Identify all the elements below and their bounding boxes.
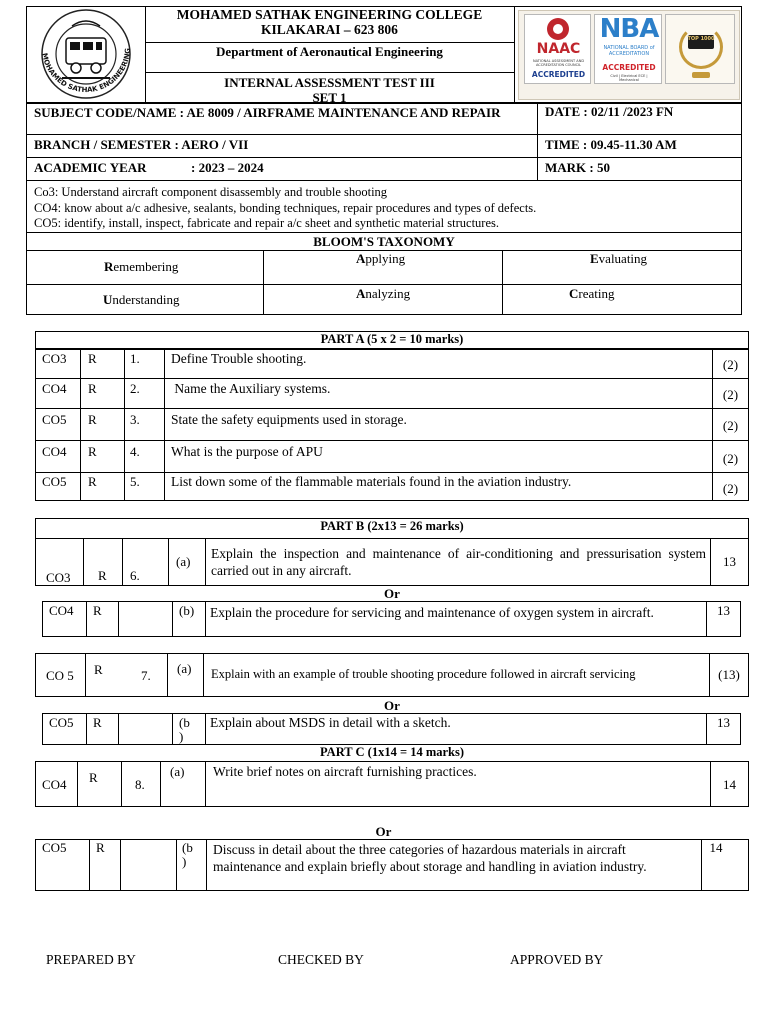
question-text: Explain the inspection and maintenance of air-conditioning and pressurisation system carried out in any aircraft. (211, 546, 706, 578)
bloom-remembering: Remembering (104, 259, 179, 274)
header-rule-2 (145, 72, 514, 73)
question-text: Write brief notes on aircraft furnishing practices. (213, 764, 477, 779)
bloom-level: R (98, 568, 107, 583)
question-number: 4. (130, 444, 140, 459)
approved-by-label: APPROVED BY (510, 952, 604, 967)
academic-year-value: : 2023 – 2024 (191, 160, 264, 175)
question-marks: 14 (709, 840, 723, 855)
question-text: State the safety equipments used in storage. (171, 412, 407, 427)
question-text: Name the Auxiliary systems. (171, 381, 331, 396)
co-code: CO5 (49, 715, 74, 730)
question-text: Discuss in detail about the three categories of hazardous materials in aircraft maintenance and explain briefly about storage and handling in aviation industry. (213, 842, 647, 874)
question-number: 3. (130, 412, 140, 427)
question-text: Explain the procedure for servicing and maintenance of oxygen system in aircraft. (210, 605, 654, 620)
co-code: CO3 (42, 351, 67, 366)
bloom-level: R (88, 412, 97, 427)
co-code: CO4 (42, 777, 67, 792)
nba-badge (594, 14, 662, 84)
or-separator-2: Or (384, 698, 400, 713)
bloom-level: R (88, 351, 97, 366)
question-marks: (2) (722, 387, 739, 402)
co-code: CO 5 (46, 668, 74, 683)
sub-question: (b) (179, 603, 195, 618)
question-text: What is the purpose of APU (171, 444, 323, 459)
question-number: 6. (130, 568, 140, 583)
question-number: 2. (130, 381, 140, 396)
part-a-title: PART A (5 x 2 = 10 marks) (320, 332, 464, 346)
bloom-level: R (88, 444, 97, 459)
bloom-analyzing: Analyzing (356, 286, 411, 301)
question-marks: 13 (723, 554, 736, 569)
course-outcome-3: Co3: Understand aircraft component disassembly and trouble shooting (34, 185, 388, 199)
college-name: MOHAMED SATHAK ENGINEERING COLLEGE (176, 7, 483, 22)
bloom-creating: Creating (569, 286, 615, 301)
co-code: CO3 (46, 570, 71, 585)
naac-label: NAAC (536, 41, 581, 57)
exam-date: DATE : 02/11 /2023 FN (545, 104, 674, 119)
college-location: KILAKARAI – 623 806 (261, 22, 398, 37)
header-divider-right (514, 6, 515, 103)
course-outcome-5: CO5: identify, install, inspect, fabricate and repair a/c sheet and synthetic material structures. (34, 216, 499, 230)
question-marks: 13 (717, 603, 730, 618)
total-mark: MARK : 50 (545, 160, 610, 175)
bloom-level: R (88, 474, 97, 489)
question-marks: 13 (717, 715, 730, 730)
question-marks: (2) (722, 451, 739, 466)
nba-accredited: ACCREDITED (602, 63, 656, 72)
question-text: Explain with an example of trouble shooting procedure followed in aircraft servicing (211, 667, 636, 681)
bloom-level: R (94, 662, 103, 677)
co-code: CO5 (42, 840, 67, 855)
question-text: Explain about MSDS in detail with a sketch. (210, 715, 451, 730)
question-number: 5. (130, 474, 140, 489)
co-code: CO4 (49, 603, 74, 618)
co-code: CO5 (42, 474, 67, 489)
award-badge (665, 14, 735, 84)
prepared-by-label: PREPARED BY (46, 952, 136, 967)
bloom-evaluating: Evaluating (590, 251, 648, 266)
naac-badge (524, 14, 591, 84)
question-text: List down some of the flammable materials found in the aviation industry. (171, 474, 572, 489)
logo-ring-text: MOHAMED SATHAK ENGINEERING (40, 47, 133, 95)
naac-subtitle: NATIONAL ASSESSMENT AND ACCREDITATION COUNCIL (532, 59, 585, 68)
question-marks: (13) (718, 667, 740, 682)
sub-question: (b ) (182, 840, 193, 869)
nba-label: NBA (599, 14, 659, 44)
nba-subtitle: NATIONAL BOARD of ACCREDITATION (603, 45, 655, 57)
question-marks: (2) (722, 481, 739, 496)
award-label: TOP 1000 (687, 36, 715, 42)
naac-accredited: ACCREDITED (531, 70, 586, 79)
question-marks: (2) (722, 357, 739, 372)
co-code: CO4 (42, 381, 67, 396)
bloom-understanding: Understanding (103, 292, 180, 307)
sub-question: (a) (177, 661, 192, 676)
department-name: Department of Aeronautical Engineering (216, 44, 443, 59)
bloom-level: R (89, 770, 98, 785)
checked-by-label: CHECKED BY (278, 952, 364, 967)
college-logo (32, 8, 140, 100)
bloom-level: R (93, 603, 102, 618)
co-code: CO4 (42, 444, 67, 459)
sub-question: (a) (170, 764, 185, 779)
or-separator-3: Or (375, 824, 392, 839)
question-text: Define Trouble shooting. (171, 351, 307, 366)
course-outcome-4: CO4: know about a/c adhesive, sealants, bonding techniques, repair procedures and types of defects. (34, 201, 537, 215)
question-number: 8. (135, 777, 145, 792)
exam-time: TIME : 09.45-11.30 AM (545, 137, 677, 152)
bloom-applying: Applying (356, 251, 406, 266)
question-number: 1. (130, 351, 140, 366)
or-separator-1: Or (384, 586, 400, 601)
question-number: 7. (141, 668, 151, 683)
academic-year-label: ACADEMIC YEAR (34, 160, 147, 175)
blooms-title: BLOOM'S TAXONOMY (313, 234, 455, 249)
test-title: INTERNAL ASSESSMENT TEST III (224, 75, 435, 90)
nba-departments: Civil | Electrical ECE | Mechanical (610, 74, 648, 83)
question-marks: 14 (723, 777, 736, 792)
bloom-level: R (93, 715, 102, 730)
subject-info: SUBJECT CODE/NAME : AE 8009 / AIRFRAME MAINTENANCE AND REPAIR (34, 105, 501, 120)
header-rule-1 (145, 42, 514, 43)
co-code: CO5 (42, 412, 67, 427)
sub-question: (b ) (179, 715, 190, 744)
bloom-level: R (96, 840, 105, 855)
question-marks: (2) (722, 418, 739, 433)
test-set: SET 1 (312, 91, 347, 102)
part-c-title: PART C (1x14 = 14 marks) (319, 745, 465, 759)
branch-semester: BRANCH / SEMESTER : AERO / VII (34, 137, 249, 152)
sub-question: (a) (176, 554, 191, 569)
part-b-title: PART B (2x13 = 26 marks) (320, 519, 464, 533)
bloom-level: R (88, 381, 97, 396)
